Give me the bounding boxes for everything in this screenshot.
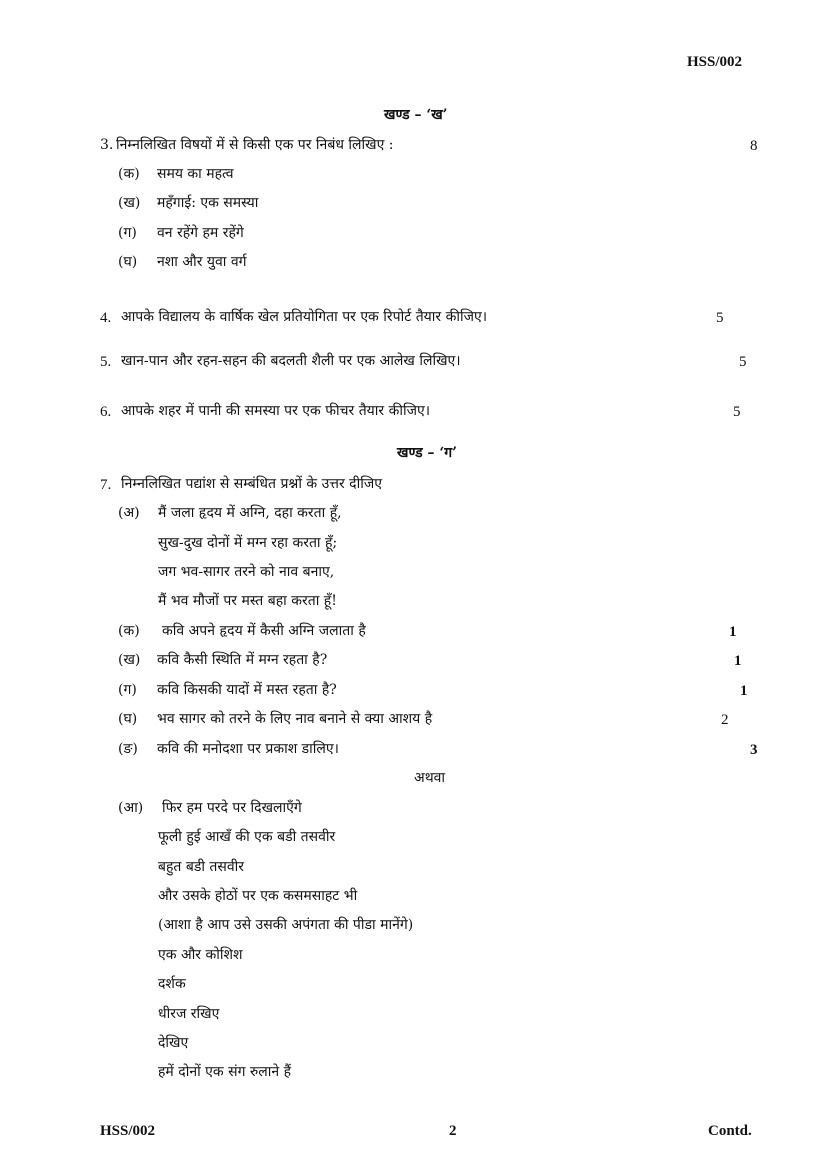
option-text: नशा और युवा वर्ग: [157, 254, 247, 270]
poem-line: जग भव-सागर तरने को नाव बनाए,: [158, 564, 335, 580]
subquestion-label: (ङ): [118, 741, 138, 757]
subquestion-text: कवि की मनोदशा पर प्रकाश डालिए।: [157, 741, 339, 757]
poem-line: और उसके होठों पर एक कसमसाहट भी: [158, 888, 358, 904]
subquestion-label: (ख): [118, 652, 141, 668]
question-marks: 8: [750, 138, 758, 154]
question-number: 6.: [100, 404, 112, 420]
question-number: 3.: [100, 137, 114, 153]
option-label: (ग): [118, 225, 137, 241]
question-text: निम्नलिखित पद्यांश से सम्बंधित प्रश्नों के उत्तर दीजिए: [121, 476, 382, 492]
subquestion-label: (ग): [118, 682, 137, 698]
footer-code: HSS/002: [100, 1123, 156, 1139]
option-text: समय का महत्व: [157, 166, 234, 182]
poem-line: एक और कोशिश: [158, 947, 243, 963]
question-text: निम्नलिखित विषयों में से किसी एक पर निबंध लिखिए :: [116, 137, 394, 153]
question-number: 7.: [100, 477, 112, 493]
subquestion-text: कवि किसकी यादों में मस्त रहता है?: [157, 682, 337, 698]
header-code: HSS/002: [687, 54, 743, 70]
question-marks: 5: [716, 310, 724, 326]
question-text: खान-पान और रहन-सहन की बदलती शैली पर एक आलेख लिखिए।: [121, 353, 461, 369]
subquestion-marks: 3: [750, 742, 758, 758]
section-ga-title: खण्ड – ‘ग’: [397, 445, 457, 461]
option-label: (ख): [118, 195, 141, 211]
subquestion-marks: 1: [729, 624, 737, 640]
footer-contd: Contd.: [708, 1123, 752, 1139]
subquestion-marks: 1: [740, 683, 748, 699]
question-number: 4.: [100, 310, 112, 326]
option-text: महँगाई: एक समस्या: [157, 195, 259, 211]
option-label: (क): [118, 166, 140, 182]
poem-line: धीरज रखिए: [158, 1006, 220, 1022]
subquestion-marks: 2: [721, 712, 729, 728]
poem-line: सुख-दुख दोनों में मग्न रहा करता हूँ;: [158, 535, 338, 551]
or-separator: अथवा: [414, 770, 446, 786]
subquestion-label: (घ): [118, 711, 138, 727]
option-text: वन रहेंगे हम रहेंगे: [157, 225, 244, 241]
poem-line: फिर हम परदे पर दिखलाएँगे: [162, 800, 302, 816]
poem-line: मैं जला हृदय में अग्नि, दहा करता हूँ,: [158, 505, 342, 521]
question-marks: 5: [739, 354, 747, 370]
subquestion-text: भव सागर को तरने के लिए नाव बनाने से क्या आशय है: [157, 711, 433, 727]
option-label: (घ): [118, 254, 138, 270]
poem-line: हमें दोनों एक संग रुलाने हैं: [158, 1064, 292, 1080]
question-text: आपके विद्यालय के वार्षिक खेल प्रतियोगिता पर एक रिपोर्ट तैयार कीजिए।: [121, 309, 488, 325]
question-marks: 5: [733, 404, 741, 420]
question-text: आपके शहर में पानी की समस्या पर एक फीचर तैयार कीजिए।: [121, 403, 431, 419]
subquestion-label: (क): [118, 623, 140, 639]
poem-line: (आशा है आप उसे उसकी अपंगता की पीडा मानेंगे): [158, 917, 414, 933]
subquestion-marks: 1: [734, 653, 742, 669]
page-number: 2: [449, 1123, 457, 1139]
section-kha-title: खण्ड – ‘ख’: [384, 107, 448, 123]
poem-a-label: (अ): [118, 505, 140, 521]
poem-line: दर्शक: [158, 976, 186, 992]
subquestion-text: कवि अपने हृदय में कैसी अग्नि जलाता है: [162, 623, 366, 639]
poem-line: बहुत बडी तसवीर: [158, 859, 244, 875]
poem-line: देखिए: [158, 1035, 189, 1051]
poem-line: फूली हुई आखँ की एक बडी तसवीर: [158, 829, 336, 845]
poem-line: मैं भव मौजों पर मस्त बहा करता हूँ!: [158, 593, 337, 609]
question-number: 5.: [100, 354, 112, 370]
poem-aa-label: (आ): [118, 800, 144, 816]
subquestion-text: कवि कैसी स्थिति में मग्न रहता है?: [157, 652, 328, 668]
